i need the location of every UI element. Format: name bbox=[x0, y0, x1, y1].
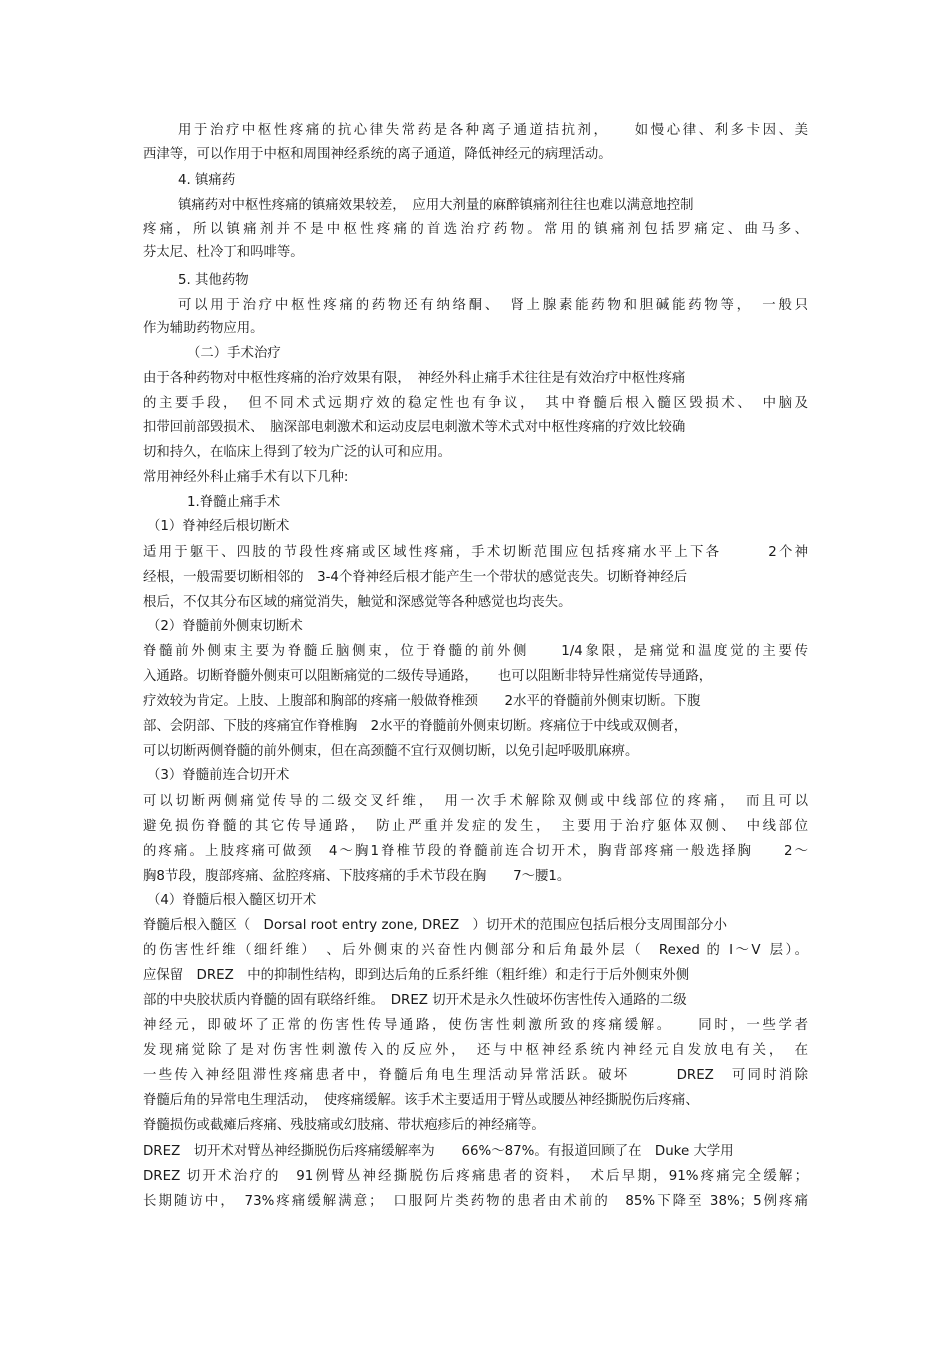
text-line: 的伤害性纤维（细纤维） 、后外侧束的兴奋性内侧部分和后角最外层（ Rexed 的 Ⅰ～Ⅴ 层）。 bbox=[143, 943, 808, 958]
text-line: 的疼痛。上肢疼痛可做颈 4～胸1脊椎节段的脊髓前连合切开术，胸背部疼痛一般选择胸 2～ bbox=[143, 844, 808, 859]
text-line: 的主要手段， 但不同术式远期疗效的稳定性也有争议， 其中脊髓后根入髓区毁损术、 中脑及 bbox=[143, 396, 808, 411]
text-line: 西津等，可以作用于中枢和周围神经系统的离子通道，降低神经元的病理活动。 bbox=[143, 147, 612, 162]
text-line: 应保留 DREZ 中的抑制性结构，即到达后角的丘系纤维（粗纤维）和走行于后外侧束外侧 bbox=[143, 968, 690, 983]
text-line: 脊髓前外侧束主要为脊髓丘脑侧束，位于脊髓的前外侧 1/4象限，是痛觉和温度觉的主要传 bbox=[143, 644, 808, 659]
text-line: 入通路。切断脊髓外侧束可以阻断痛觉的二级传导通路， 也可以阻断非特异性痛觉传导通路， bbox=[143, 669, 713, 684]
text-line: 作为辅助药物应用。 bbox=[143, 321, 264, 336]
text-line: 避免损伤脊髓的其它传导通路， 防止严重并发症的发生， 主要用于治疗躯体双侧、 中线部位 bbox=[143, 819, 808, 834]
text-line: 常用神经外科止痛手术有以下几种: bbox=[143, 470, 349, 485]
section-heading: （3）脊髓前连合切开术 bbox=[147, 768, 290, 783]
text-line: 芬太尼、杜冷丁和吗啡等。 bbox=[143, 245, 304, 260]
text-line: 部、会阴部、下肢的疼痛宜作脊椎胸 2水平的脊髓前外侧束切断。疼痛位于中线或双侧者， bbox=[143, 719, 688, 734]
text-line: 脊髓损伤或截瘫后疼痛、残肢痛或幻肢痛、带状疱疹后的神经痛等。 bbox=[143, 1118, 545, 1133]
text-line: 疗效较为肯定。上肢、上腹部和胸部的疼痛一般做脊椎颈 2水平的脊髓前外侧束切断。下腹 bbox=[143, 694, 701, 709]
text-line: 脊髓后角的异常电生理活动， 使疼痛缓解。该手术主要适用于臂丛或腰丛神经撕脱伤后疼痛、 bbox=[143, 1093, 699, 1108]
text-line: 神经元，即破坏了正常的伤害性传导通路，使伤害性刺激所致的疼痛缓解。 同时，一些学者 bbox=[143, 1018, 808, 1033]
text-line: 由于各种药物对中枢性疼痛的治疗效果有限， 神经外科止痛手术往往是有效治疗中枢性疼痛 bbox=[143, 371, 686, 386]
text-line: 可以用于治疗中枢性疼痛的药物还有纳络酮、 肾上腺素能药物和胆碱能药物等， 一般只 bbox=[178, 298, 808, 313]
text-line: 适用于躯干、四肢的节段性疼痛或区域性疼痛，手术切断范围应包括疼痛水平上下各 2个神 bbox=[143, 545, 808, 560]
text-line: 发现痛觉除了是对伤害性刺激传入的反应外， 还与中枢神经系统内神经元自发放电有关， 在 bbox=[143, 1043, 808, 1058]
text-line: 可以切断两侧脊髓的前外侧束，但在高颈髓不宜行双侧切断，以免引起呼吸肌麻痹。 bbox=[143, 744, 639, 759]
text-line: 切和持久，在临床上得到了较为广泛的认可和应用。 bbox=[143, 445, 451, 460]
text-line: 长期随访中， 73%疼痛缓解满意； 口服阿片类药物的患者由术前的 85%下降至 38%；5例疼痛 bbox=[143, 1194, 808, 1209]
text-line: DREZ 切开术对臂丛神经撕脱伤后疼痛缓解率为 66%～87%。有报道回顾了在 Duke 大学用 bbox=[143, 1144, 734, 1159]
text-line: 经根，一般需要切断相邻的 3-4个脊神经后根才能产生一个带状的感觉丧失。切断脊神经后 bbox=[143, 570, 688, 585]
section-heading: 1.脊髓止痛手术 bbox=[187, 495, 281, 510]
text-line: 一些传入神经阻滞性疼痛患者中，脊髓后角电生理活动异常活跃。破坏 DREZ 可同时消除 bbox=[143, 1068, 808, 1083]
text-line: DREZ 切开术治疗的 91例臂丛神经撕脱伤后疼痛患者的资料， 术后早期，91%疼痛完全缓解； bbox=[143, 1169, 808, 1184]
text-line: 镇痛药对中枢性疼痛的镇痛效果较差， 应用大剂量的麻醉镇痛剂往往也难以满意地控制 bbox=[178, 198, 694, 213]
section-heading: （2）脊髓前外侧束切断术 bbox=[147, 619, 303, 634]
text-line: 扣带回前部毁损术、 脑深部电刺激术和运动皮层电刺激术等术式对中枢性疼痛的疗效比较确 bbox=[143, 420, 686, 435]
text-line: 用于治疗中枢性疼痛的抗心律失常药是各种离子通道拮抗剂， 如慢心律、利多卡因、美 bbox=[178, 123, 808, 138]
text-line: 部的中央胶状质内脊髓的固有联络纤维。 DREZ 切开术是永久性破坏伤害性传入通路的二级 bbox=[143, 993, 687, 1008]
section-heading: （1）脊神经后根切断术 bbox=[147, 519, 290, 534]
text-line: 胸8节段，腹部疼痛、盆腔疼痛、下肢疼痛的手术节段在胸 7～腰1。 bbox=[143, 869, 571, 884]
section-heading: （二）手术治疗 bbox=[187, 346, 281, 361]
section-heading: 4. 镇痛药 bbox=[178, 173, 236, 188]
section-heading: 5. 其他药物 bbox=[178, 273, 249, 288]
text-line: 可以切断两侧痛觉传导的二级交叉纤维， 用一次手术解除双侧或中线部位的疼痛， 而且可以 bbox=[143, 794, 808, 809]
text-line: 脊髓后根入髓区（ Dorsal root entry zone, DREZ ）切开术的范围应包括后根分支周围部分小 bbox=[143, 918, 727, 933]
section-heading: （4）脊髓后根入髓区切开术 bbox=[147, 893, 317, 908]
text-line: 根后，不仅其分布区域的痛觉消失，触觉和深感觉等各种感觉也均丧失。 bbox=[143, 595, 572, 610]
text-line: 疼痛，所以镇痛剂并不是中枢性疼痛的首选治疗药物。常用的镇痛剂包括罗痛定、曲马多、 bbox=[143, 222, 808, 237]
